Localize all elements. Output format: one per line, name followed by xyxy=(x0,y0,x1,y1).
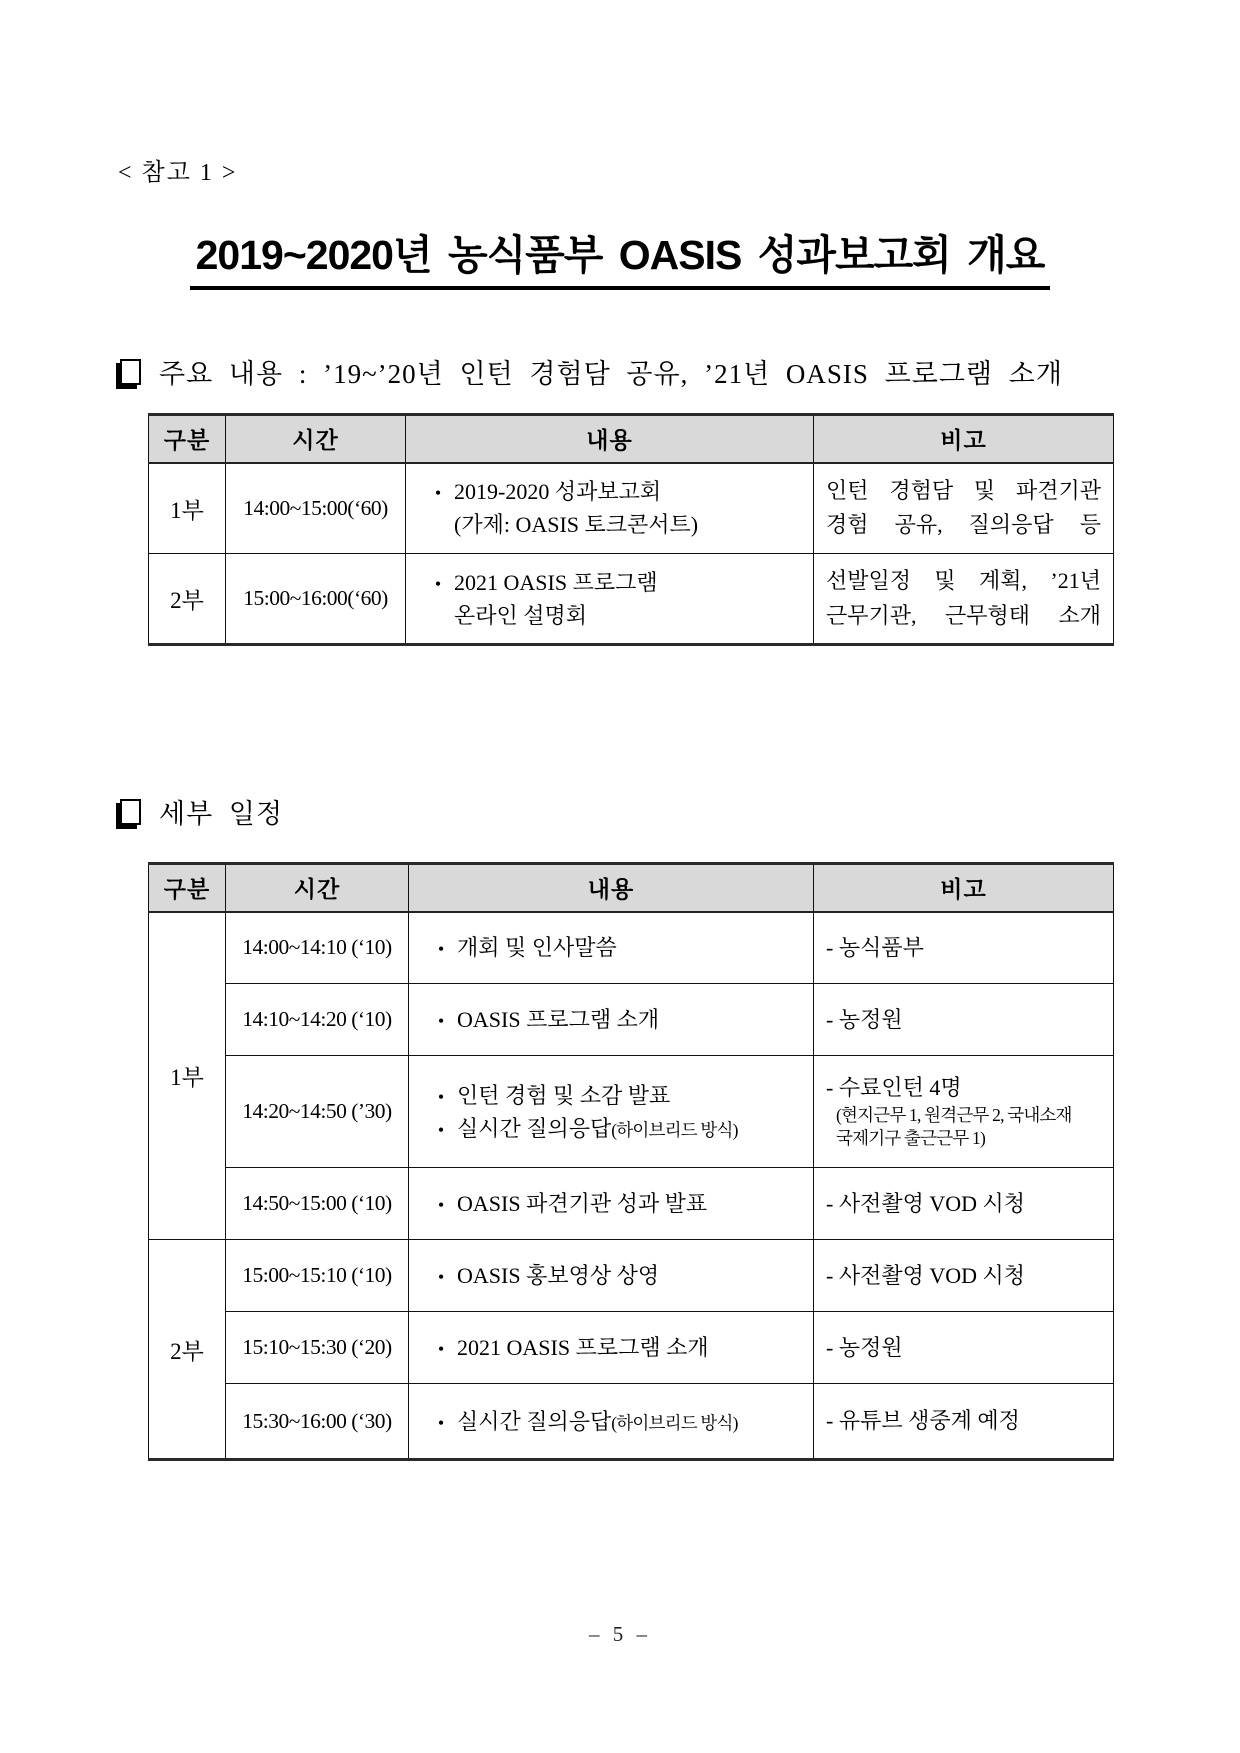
content-text: 실시간 질의응답 xyxy=(457,1408,612,1434)
section-heading-main-content xyxy=(118,352,1063,391)
time-cell: 15:00~15:10 (‘10) xyxy=(226,1240,409,1312)
header-cell-note: 비고 xyxy=(814,864,1114,912)
page-title: 2019~2020년 농식품부 OASIS 성과보고회 개요 xyxy=(190,222,1051,290)
note-cell xyxy=(814,1056,1114,1168)
content-cell xyxy=(409,1240,814,1312)
section-heading-detail-schedule-label: 세부 일정 xyxy=(159,799,284,829)
bullet-icon: • xyxy=(437,1195,445,1215)
bullet-icon: • xyxy=(437,1267,445,1287)
note-line: - 농식품부 xyxy=(826,934,924,960)
content-line xyxy=(457,1405,738,1438)
note-cell xyxy=(814,463,1114,554)
shadowed-square-icon xyxy=(120,359,141,385)
content-cell xyxy=(409,1384,814,1460)
table-row xyxy=(149,554,1114,645)
time-cell: 14:50~15:00 (‘10) xyxy=(226,1168,409,1240)
section-heading-detail-schedule xyxy=(118,792,283,831)
content-text-small: (하이브리드 방식) xyxy=(611,1119,738,1140)
note-line: - 유튜브 생중계 예정 xyxy=(826,1408,1020,1434)
time-cell: 14:00~15:00(‘60) xyxy=(226,463,406,554)
note-cell xyxy=(814,554,1114,645)
content-line: OASIS 프로그램 소개 xyxy=(457,1007,660,1032)
content-cell xyxy=(409,1056,814,1168)
header-cell-content: 내용 xyxy=(406,415,814,463)
note-cell xyxy=(814,1384,1114,1460)
part-cell-group1: 1부 xyxy=(149,912,226,1240)
time-cell: 14:00~14:10 (‘10) xyxy=(226,912,409,984)
table-row xyxy=(149,984,1114,1056)
note-line: - 수료인턴 4명 xyxy=(826,1074,962,1100)
table-row xyxy=(149,1240,1114,1312)
note-line: 경험 공유, 질의응답 등 xyxy=(826,512,1101,538)
content-line: 2021 OASIS 프로그램 xyxy=(454,569,658,595)
content-line: 온라인 설명회 xyxy=(454,602,588,628)
header-cell-time: 시간 xyxy=(226,415,406,463)
content-text: 실시간 질의응답 xyxy=(457,1115,612,1141)
bullet-icon: • xyxy=(437,1339,445,1359)
content-line: 개회 및 인사말씀 xyxy=(457,935,617,961)
note-line: - 농정원 xyxy=(826,1334,903,1360)
content-cell xyxy=(406,554,814,645)
table-row xyxy=(149,1056,1114,1168)
note-cell xyxy=(814,1168,1114,1240)
part-cell: 1부 xyxy=(149,463,226,554)
note-cell xyxy=(814,1312,1114,1384)
bullet-icon: • xyxy=(437,1119,445,1140)
header-cell-note: 비고 xyxy=(814,415,1114,463)
table-row xyxy=(149,912,1114,984)
content-line: OASIS 파견기관 성과 발표 xyxy=(457,1191,708,1216)
time-cell: 15:00~16:00(‘60) xyxy=(226,554,406,645)
note-line: - 사전촬영 VOD 시청 xyxy=(826,1190,1026,1216)
bullet-icon: • xyxy=(437,1011,445,1031)
section-heading-main-content-label: 주요 내용 : ’19~’20년 인턴 경험담 공유, ’21년 OASIS 프로그램 소개 xyxy=(159,359,1063,389)
time-cell: 15:10~15:30 (‘20) xyxy=(226,1312,409,1384)
header-cell-gubun: 구분 xyxy=(149,415,226,463)
content-line: (가제: OASIS 토크콘서트) xyxy=(454,512,699,538)
part-cell-group2: 2부 xyxy=(149,1240,226,1460)
table-row xyxy=(149,1168,1114,1240)
header-cell-time: 시간 xyxy=(226,864,409,912)
overview-table xyxy=(148,413,1114,646)
table-row xyxy=(149,1384,1114,1460)
header-cell-content: 내용 xyxy=(409,864,814,912)
content-line xyxy=(457,1112,738,1145)
note-cell xyxy=(814,912,1114,984)
bullet-icon: • xyxy=(434,573,442,594)
bullet-icon: • xyxy=(437,939,445,960)
note-line: 선발일정 및 계획, ’21년 xyxy=(826,568,1101,594)
content-cell xyxy=(409,1168,814,1240)
header-cell-gubun: 구분 xyxy=(149,864,226,912)
schedule-table xyxy=(148,862,1114,1461)
content-cell xyxy=(409,984,814,1056)
note-cell xyxy=(814,1240,1114,1312)
note-line: - 농정원 xyxy=(826,1006,903,1032)
bullet-icon: • xyxy=(437,1086,445,1107)
time-cell: 14:10~14:20 (‘10) xyxy=(226,984,409,1056)
bullet-icon: • xyxy=(434,483,442,504)
content-line: 2021 OASIS 프로그램 소개 xyxy=(457,1335,709,1360)
footer-page-number: – 5 – xyxy=(589,1622,651,1646)
bullet-icon: • xyxy=(437,1412,445,1433)
content-line: 2019-2020 성과보고회 xyxy=(454,479,662,505)
content-cell xyxy=(409,1312,814,1384)
note-line-small: (현지근무 1, 원격근무 2, 국내소재 xyxy=(836,1104,1072,1125)
content-text-small: (하이브리드 방식) xyxy=(611,1412,738,1433)
content-cell xyxy=(409,912,814,984)
content-line: 인턴 경험 및 소감 발표 xyxy=(457,1082,671,1108)
content-cell xyxy=(406,463,814,554)
part-cell: 2부 xyxy=(149,554,226,645)
note-line: 인턴 경험담 및 파견기관 xyxy=(826,478,1101,504)
note-cell xyxy=(814,984,1114,1056)
page-title-wrap xyxy=(0,222,1240,290)
note-line: - 사전촬영 VOD 시청 xyxy=(826,1262,1026,1288)
note-line: 근무기관, 근무형태 소개 xyxy=(826,602,1101,628)
content-line: OASIS 홍보영상 상영 xyxy=(457,1263,660,1288)
table-row xyxy=(149,1312,1114,1384)
ref-label: < 참고 1 > xyxy=(118,160,238,186)
time-cell: 14:20~14:50 (’30) xyxy=(226,1056,409,1168)
schedule-table-header-row xyxy=(149,864,1114,912)
note-line-small: 국제기구 출근근무 1) xyxy=(836,1128,985,1149)
time-cell: 15:30~16:00 (‘30) xyxy=(226,1384,409,1460)
table-row xyxy=(149,463,1114,554)
overview-table-header-row xyxy=(149,415,1114,463)
shadowed-square-icon xyxy=(120,799,141,825)
